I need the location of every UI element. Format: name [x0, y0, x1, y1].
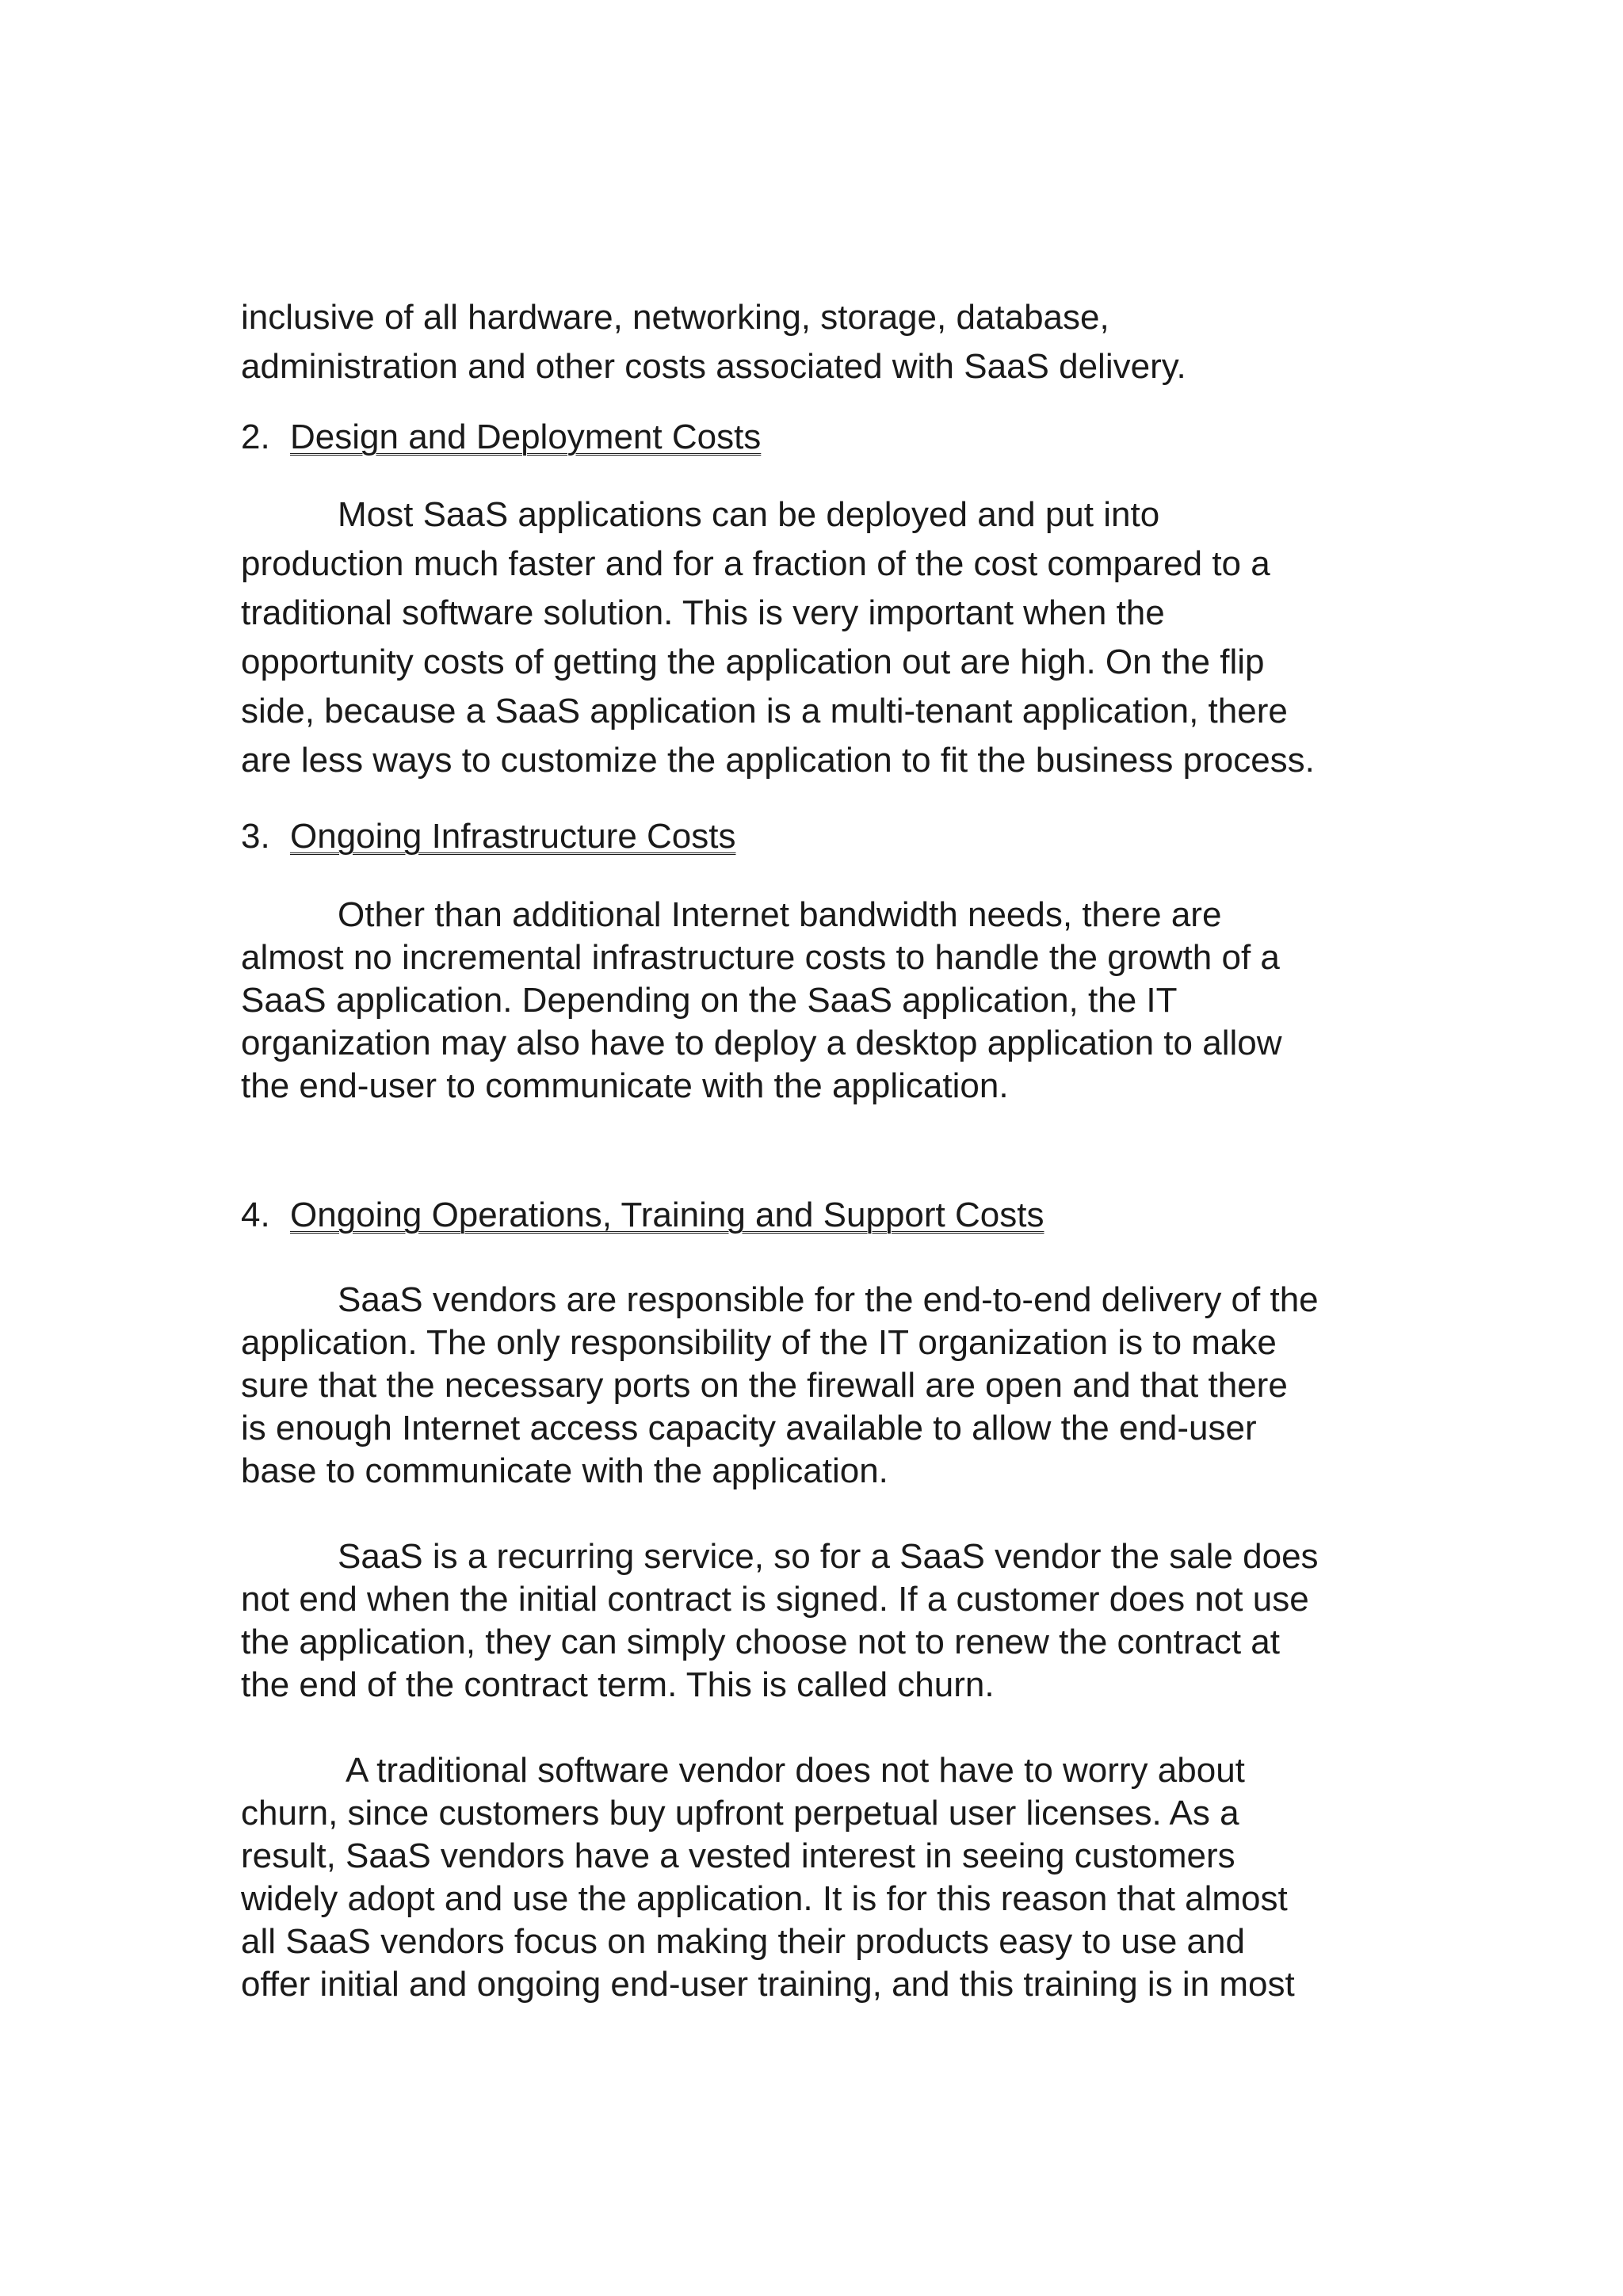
- intro-paragraph: [241, 293, 1186, 391]
- text-line: inclusive of all hardware, networking, storage, database,: [241, 298, 1109, 337]
- section-heading-3: [241, 815, 735, 858]
- text-line: almost no incremental infrastructure costs to handle the growth of a: [241, 938, 1280, 977]
- section-number: 4.: [241, 1196, 270, 1234]
- text-line: production much faster and for a fraction of the cost compared to a: [241, 544, 1270, 583]
- text-line: sure that the necessary ports on the firewall are open and that there: [241, 1366, 1288, 1405]
- text-line: churn, since customers buy upfront perpetual user licenses. As a: [241, 1794, 1239, 1833]
- text-line: SaaS vendors are responsible for the end-to-end delivery of the: [338, 1280, 1319, 1319]
- text-line: the end-user to communicate with the application.: [241, 1066, 1009, 1105]
- text-line: offer initial and ongoing end-user training, and this training is in most: [241, 1965, 1295, 2004]
- text-line: widely adopt and use the application. It is for this reason that almost: [241, 1879, 1288, 1918]
- section-title: Ongoing Infrastructure Costs: [290, 817, 736, 856]
- text-line: side, because a SaaS application is a multi-tenant application, there: [241, 692, 1288, 730]
- section-title: Design and Deployment Costs: [290, 418, 762, 456]
- text-line: the end of the contract term. This is called churn.: [241, 1665, 995, 1704]
- text-line: is enough Internet access capacity available to allow the end-user: [241, 1409, 1257, 1447]
- section-heading-2: [241, 416, 761, 459]
- text-line: A traditional software vendor does not have to worry about: [346, 1751, 1245, 1790]
- text-line: Other than additional Internet bandwidth needs, there are: [338, 895, 1222, 934]
- text-line: result, SaaS vendors have a vested interest in seeing customers: [241, 1836, 1235, 1875]
- section-number: 2.: [241, 418, 270, 456]
- section-3-paragraph: [241, 894, 1282, 1108]
- section-heading-4: [241, 1194, 1044, 1237]
- section-4-paragraph-3: [241, 1749, 1295, 2006]
- text-line: SaaS application. Depending on the SaaS application, the IT: [241, 981, 1178, 1020]
- text-line: all SaaS vendors focus on making their products easy to use and: [241, 1922, 1245, 1961]
- text-line: opportunity costs of getting the application out are high. On the flip: [241, 643, 1265, 681]
- text-line: not end when the initial contract is signed. If a customer does not use: [241, 1580, 1309, 1619]
- text-line: administration and other costs associated with SaaS delivery.: [241, 347, 1186, 386]
- text-line: base to communicate with the application.: [241, 1451, 888, 1490]
- section-4-paragraph-2: [241, 1535, 1319, 1707]
- text-line: organization may also have to deploy a desktop application to allow: [241, 1024, 1282, 1062]
- section-title: Ongoing Operations, Training and Support Costs: [290, 1196, 1044, 1234]
- section-number: 3.: [241, 817, 270, 856]
- text-line: application. The only responsibility of the IT organization is to make: [241, 1323, 1277, 1362]
- text-line: are less ways to customize the application to fit the business process.: [241, 741, 1315, 780]
- section-2-paragraph: [241, 490, 1315, 785]
- text-line: Most SaaS applications can be deployed and put into: [338, 495, 1160, 534]
- text-line: traditional software solution. This is very important when the: [241, 593, 1165, 632]
- text-line: SaaS is a recurring service, so for a SaaS vendor the sale does: [338, 1537, 1319, 1576]
- text-line: the application, they can simply choose not to renew the contract at: [241, 1623, 1280, 1661]
- section-4-paragraph-1: [241, 1279, 1319, 1493]
